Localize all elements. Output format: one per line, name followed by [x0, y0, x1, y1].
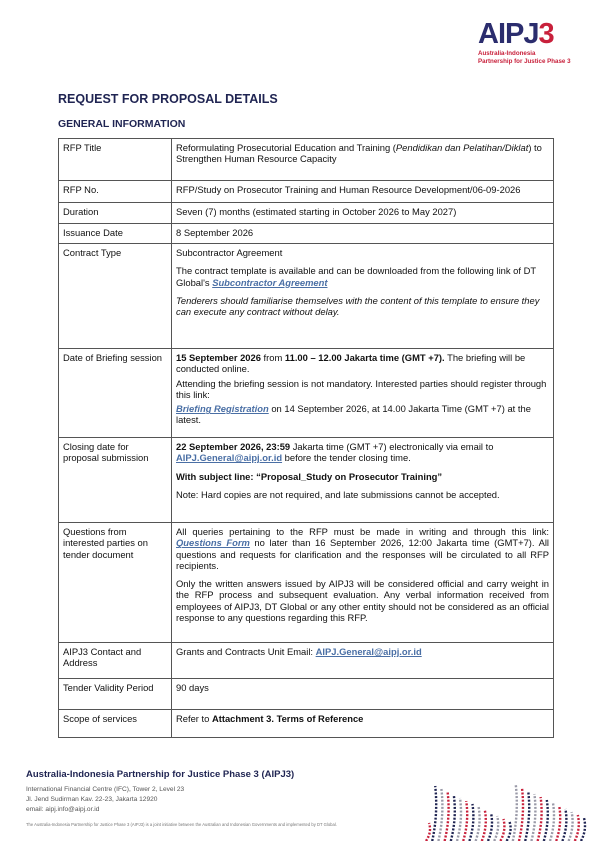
footer-email: email: aipj.info@aipj.or.id	[26, 806, 100, 813]
table-row	[59, 438, 554, 523]
table-row	[59, 244, 554, 349]
pattern-strand	[538, 797, 542, 841]
row-label: Contract Type	[59, 244, 172, 349]
row-label: Tender Validity Period	[59, 679, 172, 710]
pattern-strand	[550, 803, 554, 841]
pattern-strand	[507, 822, 511, 841]
row-value: 90 days	[172, 679, 554, 710]
row-value: Reformulating Prosecutorial Education and Training (Pendidikan dan Pelatihan/Diklat) to Strengthen Human Resource Capacity	[172, 139, 554, 181]
section-heading: GENERAL INFORMATION	[58, 118, 186, 130]
pattern-strand	[531, 794, 535, 841]
table-row	[59, 181, 554, 203]
pattern-strand	[556, 806, 560, 841]
pattern-strand	[463, 801, 467, 841]
pattern-strand	[575, 815, 579, 841]
row-label: Date of Briefing session	[59, 349, 172, 438]
pattern-strand	[445, 792, 449, 841]
pattern-strand	[494, 816, 498, 841]
questions-form-link[interactable]: Questions Form	[176, 537, 250, 549]
briefing-registration-link[interactable]: Briefing Registration	[176, 403, 269, 415]
pattern-strand	[562, 809, 566, 841]
table-row	[59, 523, 554, 643]
decorative-pattern-icon	[420, 778, 590, 841]
row-value: Seven (7) months (estimated starting in October 2026 to May 2027)	[172, 203, 554, 224]
logo-mark: AIPJ3	[478, 18, 554, 50]
contact-email-link[interactable]: AIPJ.General@aipj.or.id	[315, 646, 422, 657]
table-row	[59, 224, 554, 244]
pattern-strand	[426, 823, 430, 841]
aipj-email-link[interactable]: AIPJ.General@aipj.or.id	[176, 452, 283, 464]
row-label: RFP Title	[59, 139, 172, 181]
aipj3-logo	[478, 20, 578, 66]
footer-address-line: International Financial Centre (IFC), Tower 2, Level 23	[26, 786, 185, 793]
row-label: AIPJ3 Contact and Address	[59, 643, 172, 679]
row-value: Grants and Contracts Unit Email: AIPJ.General@aipj.or.id	[172, 643, 554, 679]
pattern-strand	[438, 789, 442, 841]
row-value: All queries pertaining to the RFP must be made in writing and through this link: Questions Form no later than 16 September 2026, 12:00 Jakarta time (GMT+7). All questions and requests for clarification and the responses will be circulated to all RFP recipients. Only the written answers issued by AIPJ3 will be considered official and carry weight in the RFP process and subsequent evaluation. Any verbal information received from employees of AIPJ3, DT Global or any other entity should not be considered as an official response to any questions regarding this RFP.	[172, 523, 554, 643]
table-row	[59, 203, 554, 224]
row-value: Subcontractor Agreement The contract template is available and can be downloaded from the following link of DT Global's Subcontractor Agreement Tenderers should familiarise themselves with the content of this template to ensure they can execute any contract without delay.	[172, 244, 554, 349]
row-label: Closing date for proposal submission	[59, 438, 172, 523]
table-row	[59, 710, 554, 738]
footer-title: Australia-Indonesia Partnership for Justice Phase 3 (AIPJ3)	[26, 769, 295, 780]
footer-disclaimer: The Australia-Indonesia Partnership for Justice Phase 3 (AIPJ3) is a joint initiative between the Australian and Indonesian Governments and implemented by DT Global.	[26, 822, 337, 827]
row-label: RFP No.	[59, 181, 172, 203]
row-label: Issuance Date	[59, 224, 172, 244]
pattern-strand	[476, 807, 480, 841]
row-value: Refer to Attachment 3. Terms of Reference	[172, 710, 554, 738]
pattern-strand	[469, 804, 473, 841]
pattern-strand	[525, 791, 529, 841]
page-title: REQUEST FOR PROPOSAL DETAILS	[58, 92, 278, 106]
row-value: RFP/Study on Prosecutor Training and Human Resource Development/06-09-2026	[172, 181, 554, 203]
footer-address-line: Jl. Jend Sudirman Kav. 22-23, Jakarta 12920	[26, 796, 158, 803]
row-value: 15 September 2026 from 11.00 – 12.00 Jakarta time (GMT +7). The briefing will be conducted online. Attending the briefing session is not mandatory. Interested parties should register through this link: Briefing Registration on 14 September 2026, at 14.00 Jakarta Time (GMT +7) at the latest.	[172, 349, 554, 438]
table-row	[59, 139, 554, 181]
pattern-strand	[488, 813, 492, 841]
pattern-strand	[581, 818, 585, 841]
table-row	[59, 349, 554, 438]
row-label: Scope of services	[59, 710, 172, 738]
pattern-strand	[513, 785, 517, 841]
row-value: 8 September 2026	[172, 224, 554, 244]
row-label: Duration	[59, 203, 172, 224]
row-value: 22 September 2026, 23:59 Jakarta time (GMT +7) electronically via email to AIPJ.General@aipj.or.id before the tender closing time. With subject line: “Proposal_Study on Prosecutor Training” Note: Hard copies are not required, and late submissions cannot be accepted.	[172, 438, 554, 523]
table-row	[59, 679, 554, 710]
logo-subtitle: Australia-Indonesia Partnership for Justice Phase 3	[478, 50, 571, 65]
subcontractor-agreement-link[interactable]: Subcontractor Agreement	[212, 276, 328, 288]
row-label: Questions from interested parties on tender document	[59, 523, 172, 643]
pattern-strand	[500, 819, 504, 841]
table-row	[59, 643, 554, 679]
pattern-strand	[432, 786, 436, 841]
pattern-strand	[482, 810, 486, 841]
pattern-strand	[451, 795, 455, 841]
pattern-strand	[569, 812, 573, 841]
rfp-details-table	[58, 138, 554, 738]
pattern-strand	[457, 798, 461, 841]
pattern-strand	[519, 788, 523, 841]
pattern-strand	[544, 800, 548, 841]
